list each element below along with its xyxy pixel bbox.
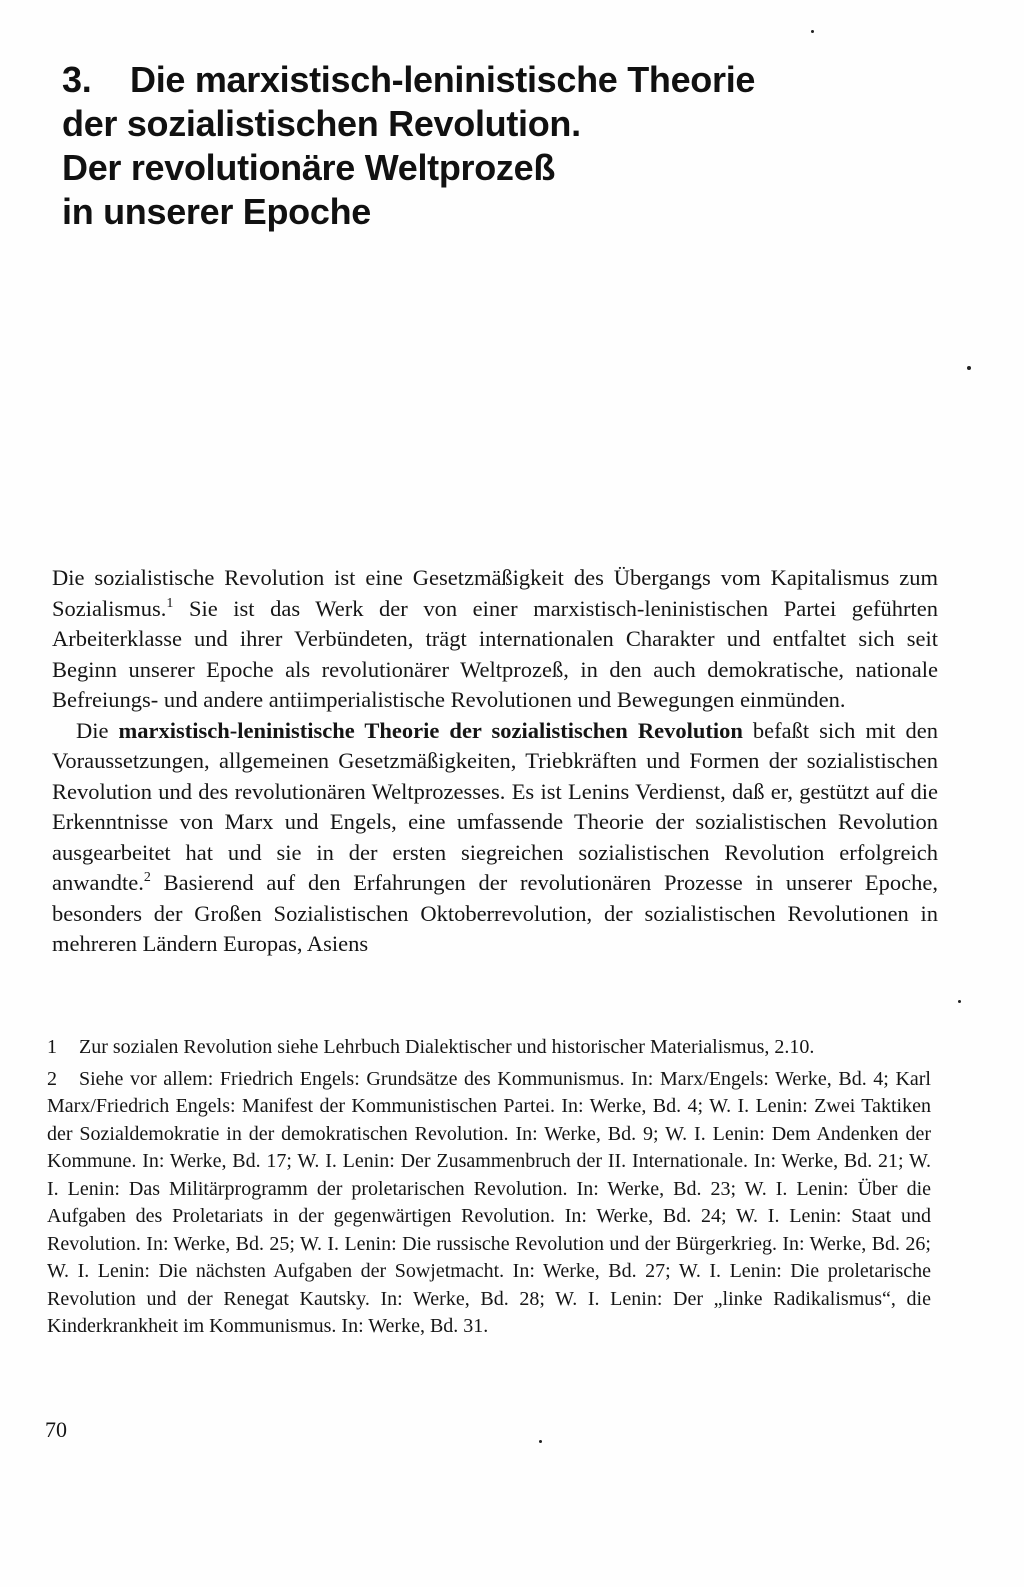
footnote-2-text: Siehe vor allem: Friedrich Engels: Grundsätze des Kommunismus. In: Marx/Engels: Werke, Bd. 4; Karl Marx/Friedrich Engels: Manifest der Kommunistischen Partei. In: Werke, Bd. 4; W. I. Lenin: Zwei Taktiken der Sozialdemokratie in der demokratischen Revolution. In: Werke, Bd. 9; W. I. Lenin: Dem Andenken der Kommune. In: Werke, Bd. 17; W. I. Lenin: Der Zusammenbruch der II. Internationale. In: Werke, Bd. 21; W. I. Lenin: Das Militärprogramm der proletarischen Revolution. In: Werke, Bd. 23; W. I. Lenin: Über die Aufgaben des Proletariats in der gegenwärtigen Revolution. In: Werke, Bd. 24; W. I. Lenin: Staat und Revolution. In: Werke, Bd. 25; W. I. Lenin: Die russische Revolution und der Bürgerkrieg. In: Werke, Bd. 26; W. I. Lenin: Die nächsten Aufgaben der Sowjetmacht. In: Werke, Bd. 27; W. I. Lenin: Die proletarische Revolution und der Renegat Kautsky. In: Werke, Bd. 28; W. I. Lenin: Der „linke Radikalismus“, die Kinderkrankheit im Kommunismus. In: Werke, Bd. 31. <box>47 1067 931 1337</box>
page-number: 70 <box>45 1417 67 1442</box>
paragraph-2-text-b: befaßt sich mit den Voraussetzungen, allgemeinen Gesetzmäßigkeiten, Triebkräften und Formen der sozialistischen Revolution und des revolutionären Weltprozesses. Es ist Lenins Verdienst, daß er, gestützt auf die Erkenntnisse von Marx und Engels, eine umfassende Theorie der sozialistischen Revolution ausgearbeitet hat und sie in der ersten siegreichen sozialistischen Revolution erfolgreich anwandte. <box>52 717 938 895</box>
body-text <box>52 563 938 960</box>
paragraph-2-text-c: Basierend auf den Erfahrungen der revolutionären Prozesse in unserer Epoche, besonders der Großen Sozialistischen Oktoberrevolution, der sozialistischen Revolutionen in mehreren Ländern Europas, Asiens <box>52 870 938 956</box>
chapter-title-part-4: in unserer Epoche <box>62 191 371 232</box>
paragraph-2 <box>52 716 938 960</box>
chapter-title-part-1: Die marxistisch-leninistische Theorie <box>130 59 756 100</box>
scan-speck <box>539 1440 542 1443</box>
scan-speck <box>811 30 814 33</box>
footnotes <box>47 1034 931 1345</box>
footnote-ref-2: 2 <box>143 870 151 885</box>
footnote-1-text: Zur sozialen Revolution siehe Lehrbuch Dialektischer und historischer Materialismus, 2.10. <box>79 1036 815 1058</box>
scan-speck <box>967 366 971 370</box>
paragraph-2-bold-term: marxistisch-leninistische Theorie der sozialistischen Revolution <box>118 717 743 743</box>
paragraph-2-text-a: Die <box>76 717 119 743</box>
footnote-2 <box>47 1066 931 1341</box>
footnote-2-number: 2 <box>47 1067 57 1090</box>
footnote-1 <box>47 1034 931 1062</box>
chapter-heading <box>62 58 822 234</box>
footnote-1-number: 1 <box>47 1036 57 1058</box>
chapter-heading-line-1 <box>62 58 822 102</box>
paragraph-1 <box>52 563 938 716</box>
chapter-title-part-3: Der revolutionäre Weltprozeß <box>62 147 556 188</box>
footnote-ref-1: 1 <box>166 595 174 611</box>
paragraph-1-text-b: Sie ist das Werk der von einer marxistisch-leninistischen Partei geführten Arbeiterklasse und ihrer Verbündeten, trägt internationalen Charakter und entfaltet sich seit Beginn unserer Epoche als revolutionärer Weltprozeß, in den auch demokratische, nationale Befreiungs- und andere antiimperialistische Revolutionen und Bewegungen einmünden. <box>52 595 938 712</box>
paragraph-1-text-a: Die sozialistische Revolution ist eine Gesetzmäßigkeit des Übergangs vom Kapitalismus zum Sozialismus. <box>52 565 938 621</box>
chapter-title-part-2: der sozialistischen Revolution. <box>62 103 581 144</box>
scan-speck <box>958 1000 961 1003</box>
chapter-number: 3. <box>62 59 92 100</box>
